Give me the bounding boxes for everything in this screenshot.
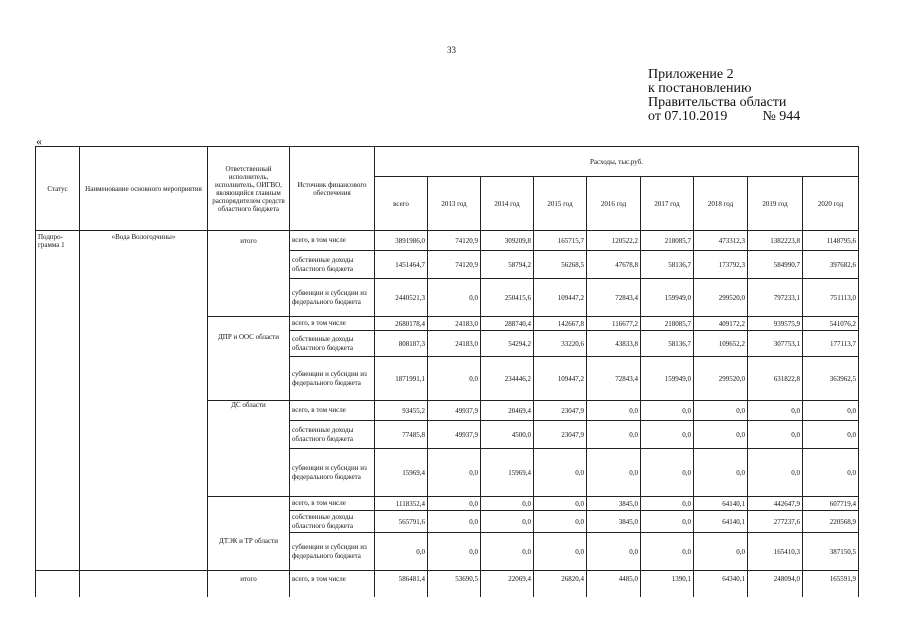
value-cell: 0,0 [428,497,481,511]
executor-cell: ДТЭК и ТР области [208,497,290,571]
value-cell: 0,0 [428,449,481,497]
value-cell: 3845,0 [587,497,641,511]
header-year: 2020 год [803,177,859,231]
value-cell: 0,0 [694,533,748,571]
appendix-line-2: к постановлению [648,81,752,96]
value-cell: 586481,4 [375,571,428,597]
value-cell: 0,0 [481,511,534,533]
header-year: 2017 год [641,177,694,231]
value-cell: 26820,4 [534,571,587,597]
executor-cell: ДС области [208,401,290,497]
value-cell: 33220,6 [534,331,587,357]
executor-cell: итого [208,231,290,317]
value-cell: 397682,6 [803,251,859,279]
source-cell: субвенции и субсидии из федерального бюджета [290,533,375,571]
value-cell: 0,0 [694,449,748,497]
source-cell: собственные доходы областного бюджета [290,511,375,533]
value-cell: 541076,2 [803,317,859,331]
value-cell: 58794,2 [481,251,534,279]
page-number: 33 [447,45,456,55]
value-cell: 58136,7 [641,251,694,279]
value-cell: 0,0 [641,533,694,571]
value-cell: 218085,7 [641,317,694,331]
value-cell: 4500,0 [481,421,534,449]
value-cell: 0,0 [428,357,481,401]
source-cell: всего, в том числе [290,317,375,331]
value-cell: 74120,9 [428,231,481,251]
source-cell: всего, в том числе [290,401,375,421]
source-cell: всего, в том числе [290,231,375,251]
appendix-line-4 [648,110,800,124]
value-cell: 165410,3 [748,533,803,571]
value-cell: 0,0 [803,421,859,449]
value-cell: 584990,7 [748,251,803,279]
header-source: Источник финансового обеспечения [290,147,375,231]
source-cell: собственные доходы областного бюджета [290,331,375,357]
value-cell: 442647,9 [748,497,803,511]
value-cell: 0,0 [534,449,587,497]
value-cell: 1118352,4 [375,497,428,511]
value-cell: 565791,6 [375,511,428,533]
value-cell: 473312,3 [694,231,748,251]
value-cell: 0,0 [375,533,428,571]
value-cell: 309209,8 [481,231,534,251]
value-cell: 23047,9 [534,401,587,421]
value-cell: 49937,9 [428,401,481,421]
value-cell: 0,0 [694,401,748,421]
source-cell: субвенции и субсидии из федерального бюджета [290,357,375,401]
executor-cell: итого [208,571,290,597]
header-year: 2014 год [481,177,534,231]
value-cell: 64140,1 [694,511,748,533]
value-cell: 15969,4 [375,449,428,497]
value-cell: 165591,9 [803,571,859,597]
value-cell: 250415,6 [481,279,534,317]
value-cell: 72843,4 [587,279,641,317]
source-cell: субвенции и субсидии из федерального бюджета [290,279,375,317]
value-cell: 607719,4 [803,497,859,511]
value-cell: 64340,1 [694,571,748,597]
appendix-line-1: Приложение 2 [648,67,734,82]
header-year: 2016 год [587,177,641,231]
value-cell: 159949,0 [641,279,694,317]
status-cell: Подпро-грамма 1 [36,231,80,571]
value-cell: 0,0 [587,421,641,449]
value-cell: 0,0 [534,511,587,533]
value-cell: 24183,0 [428,317,481,331]
value-cell: 248094,0 [748,571,803,597]
value-cell: 20469,4 [481,401,534,421]
value-cell: 409172,2 [694,317,748,331]
source-cell: субвенции и субсидии из федерального бюджета [290,449,375,497]
source-cell: собственные доходы областного бюджета [290,251,375,279]
expenses-table [35,146,859,597]
value-cell: 3891986,0 [375,231,428,251]
value-cell: 3845,0 [587,511,641,533]
value-cell: 4485,0 [587,571,641,597]
value-cell: 74120,9 [428,251,481,279]
header-executor: Ответственный исполнитель, исполнитель, ОИГВО, являющийся главным распорядителем средств областного бюджета [208,147,290,231]
value-cell: 2440521,3 [375,279,428,317]
measure-name-cell [80,571,208,597]
value-cell: 109447,2 [534,279,587,317]
value-cell: 631822,8 [748,357,803,401]
value-cell: 1871991,1 [375,357,428,401]
value-cell: 218085,7 [641,231,694,251]
source-cell: всего, в том числе [290,497,375,511]
value-cell: 116677,2 [587,317,641,331]
appendix-line-3: Правительства области [648,95,787,110]
value-cell: 1382223,8 [748,231,803,251]
value-cell: 939575,9 [748,317,803,331]
value-cell: 0,0 [481,497,534,511]
value-cell: 288740,4 [481,317,534,331]
value-cell: 0,0 [534,497,587,511]
value-cell: 72843,4 [587,357,641,401]
value-cell: 797233,1 [748,279,803,317]
header-year: 2013 год [428,177,481,231]
value-cell: 751113,0 [803,279,859,317]
measure-name-cell: «Вода Вологодчины» [80,231,208,571]
value-cell: 234446,2 [481,357,534,401]
header-year: 2018 год [694,177,748,231]
value-cell: 0,0 [428,279,481,317]
value-cell: 0,0 [481,533,534,571]
value-cell: 54294,2 [481,331,534,357]
value-cell: 24183,0 [428,331,481,357]
value-cell: 53690,5 [428,571,481,597]
status-cell [36,571,80,597]
value-cell: 1390,1 [641,571,694,597]
value-cell: 109447,2 [534,357,587,401]
header-year: 2019 год [748,177,803,231]
value-cell: 1451464,7 [375,251,428,279]
value-cell: 23047,9 [534,421,587,449]
value-cell: 0,0 [587,401,641,421]
value-cell: 0,0 [587,449,641,497]
header-status: Статус [36,147,80,231]
header-measure-name: Наименование основного мероприятия [80,147,208,231]
value-cell: 0,0 [641,421,694,449]
resolution-number: № 944 [762,109,801,124]
value-cell: 177113,7 [803,331,859,357]
value-cell: 47678,8 [587,251,641,279]
value-cell: 93455,2 [375,401,428,421]
value-cell: 0,0 [534,533,587,571]
value-cell: 0,0 [428,533,481,571]
table-row [36,571,859,597]
value-cell: 0,0 [803,449,859,497]
value-cell: 299520,0 [694,357,748,401]
value-cell: 0,0 [428,511,481,533]
value-cell: 15969,4 [481,449,534,497]
value-cell: 56268,5 [534,251,587,279]
value-cell: 307753,1 [748,331,803,357]
value-cell: 0,0 [748,421,803,449]
value-cell: 277237,6 [748,511,803,533]
value-cell: 22069,4 [481,571,534,597]
value-cell: 159949,0 [641,357,694,401]
source-cell: всего, в том числе [290,571,375,597]
header-expenses: Расходы, тыс.руб. [375,147,859,177]
header-year: 2015 год [534,177,587,231]
value-cell: 49937,9 [428,421,481,449]
executor-cell: ДПР и ООС области [208,317,290,401]
value-cell: 0,0 [694,421,748,449]
value-cell: 0,0 [641,497,694,511]
resolution-date: от 07.10.2019 [648,109,728,124]
value-cell: 363962,5 [803,357,859,401]
value-cell: 220568,9 [803,511,859,533]
value-cell: 58136,7 [641,331,694,357]
value-cell: 0,0 [748,401,803,421]
value-cell: 0,0 [641,401,694,421]
value-cell: 142667,8 [534,317,587,331]
value-cell: 109652,2 [694,331,748,357]
value-cell: 120522,2 [587,231,641,251]
value-cell: 1148795,6 [803,231,859,251]
value-cell: 2680178,4 [375,317,428,331]
source-cell: собственные доходы областного бюджета [290,421,375,449]
value-cell: 165715,7 [534,231,587,251]
value-cell: 173792,3 [694,251,748,279]
table-row [36,231,859,251]
value-cell: 0,0 [587,533,641,571]
value-cell: 299520,0 [694,279,748,317]
value-cell: 0,0 [803,401,859,421]
value-cell: 0,0 [641,511,694,533]
value-cell: 387150,5 [803,533,859,571]
value-cell: 77485,8 [375,421,428,449]
value-cell: 0,0 [641,449,694,497]
value-cell: 0,0 [748,449,803,497]
appendix-heading [648,68,800,124]
header-year: всего [375,177,428,231]
value-cell: 43833,8 [587,331,641,357]
opening-quote: « [36,134,42,148]
value-cell: 808187,3 [375,331,428,357]
value-cell: 64140,1 [694,497,748,511]
